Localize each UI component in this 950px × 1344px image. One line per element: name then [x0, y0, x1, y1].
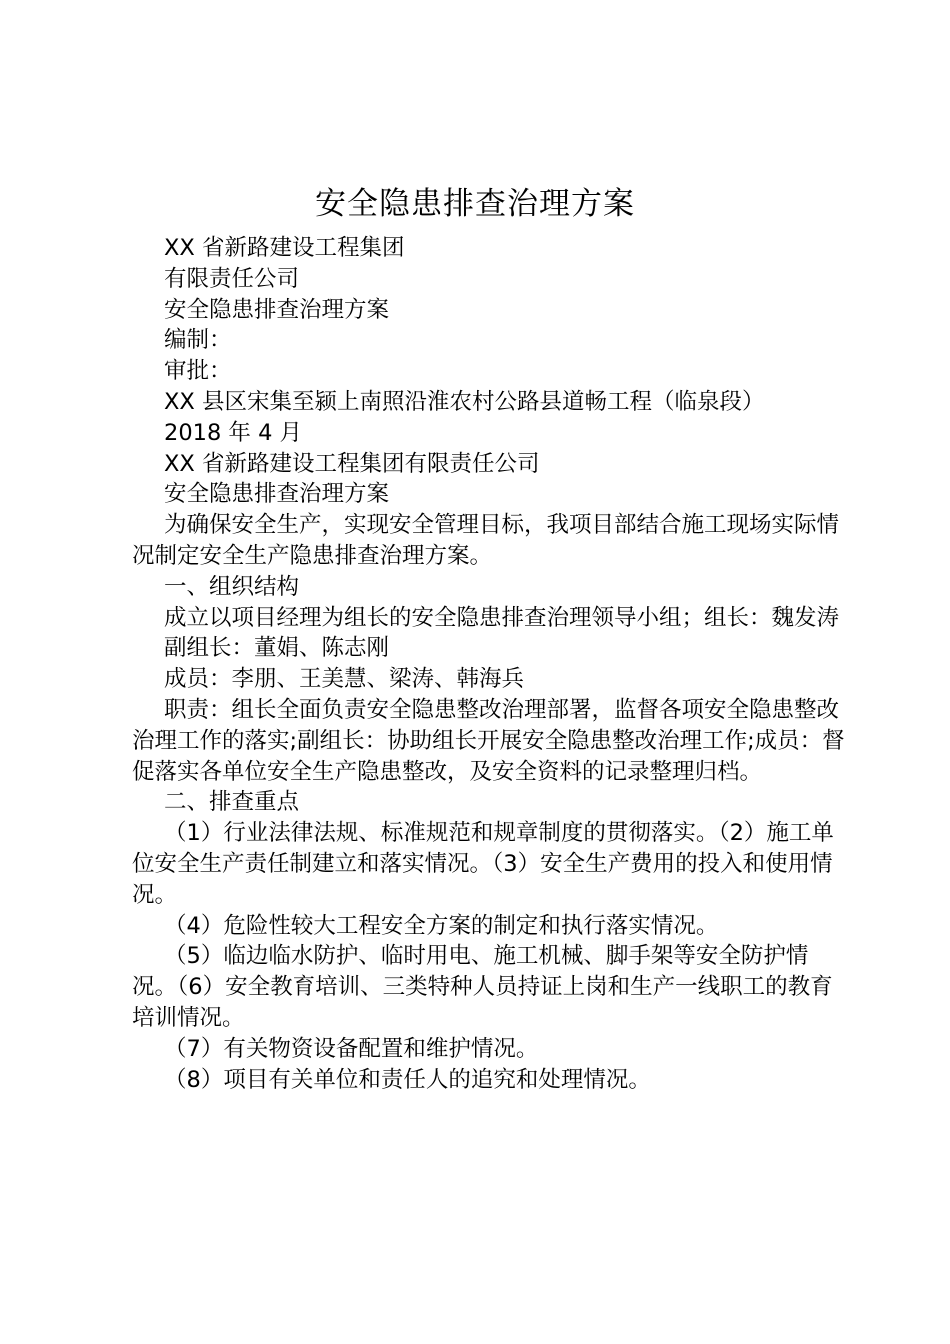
company-name-line-2: 有限责任公司	[164, 265, 300, 292]
prepared-by-line: 编制：	[164, 327, 232, 354]
key-point-4: （4）危险性较大工程安全方案的制定和执行落实情况。	[164, 912, 719, 939]
key-point-8: （8）项目有关单位和责任人的追究和处理情况。	[164, 1066, 651, 1093]
deputy-leaders-line: 副组长：董娟、陈志刚	[164, 635, 390, 662]
organization-paragraph: 成立以项目经理为组长的安全隐患排查治理领导小组；组长：魏发涛	[164, 604, 840, 631]
key-point-5-6: （5）临边临水防护、临时用电、施工机械、脚手架等安全防护情况。（6）安全教育培训、三类特种人员持证上岗和生产一线职工的教育培训情况。	[132, 943, 833, 1031]
section-heading-organization: 一、组织结构	[164, 573, 300, 600]
key-point-1-3: （1）行业法律法规、标准规范和规章制度的贯彻落实。（2）施工单位安全生产责任制建立和落实情况。（3）安全生产费用的投入和使用情况。	[132, 820, 834, 908]
approved-by-line: 审批：	[164, 358, 232, 385]
project-name-paragraph: XX 县区宋集至颍上南照沿淮农村公路县道畅工程（临泉段）	[164, 388, 765, 415]
intro-paragraph: 为确保安全生产，实现安全管理目标，我项目部结合施工现场实际情况制定安全生产隐患排查治理方案。	[132, 512, 840, 569]
company-name-line-1: XX 省新路建设工程集团	[164, 235, 405, 261]
date-line: 2018 年 4 月	[164, 419, 303, 446]
members-line: 成员：李朋、王美慧、梁涛、韩海兵	[164, 666, 525, 693]
document-title: 安全隐患排查治理方案	[315, 186, 635, 222]
section-heading-key-points: 二、排查重点	[164, 789, 300, 816]
duties-paragraph: 职责：组长全面负责安全隐患整改治理部署，监督各项安全隐患整改治理工作的落实;副组长：协助组长开展安全隐患整改治理工作;成员：督促落实各单位安全生产隐患整改，及安全资料的记录整理归档。	[132, 696, 845, 785]
company-full-name: XX 省新路建设工程集团有限责任公司	[164, 450, 540, 477]
document-body	[132, 233, 852, 1095]
key-point-7: （7）有关物资设备配置和维护情况。	[164, 1035, 539, 1062]
plan-subtitle: 安全隐患排查治理方案	[164, 481, 390, 508]
plan-title-line: 安全隐患排查治理方案	[164, 296, 390, 323]
